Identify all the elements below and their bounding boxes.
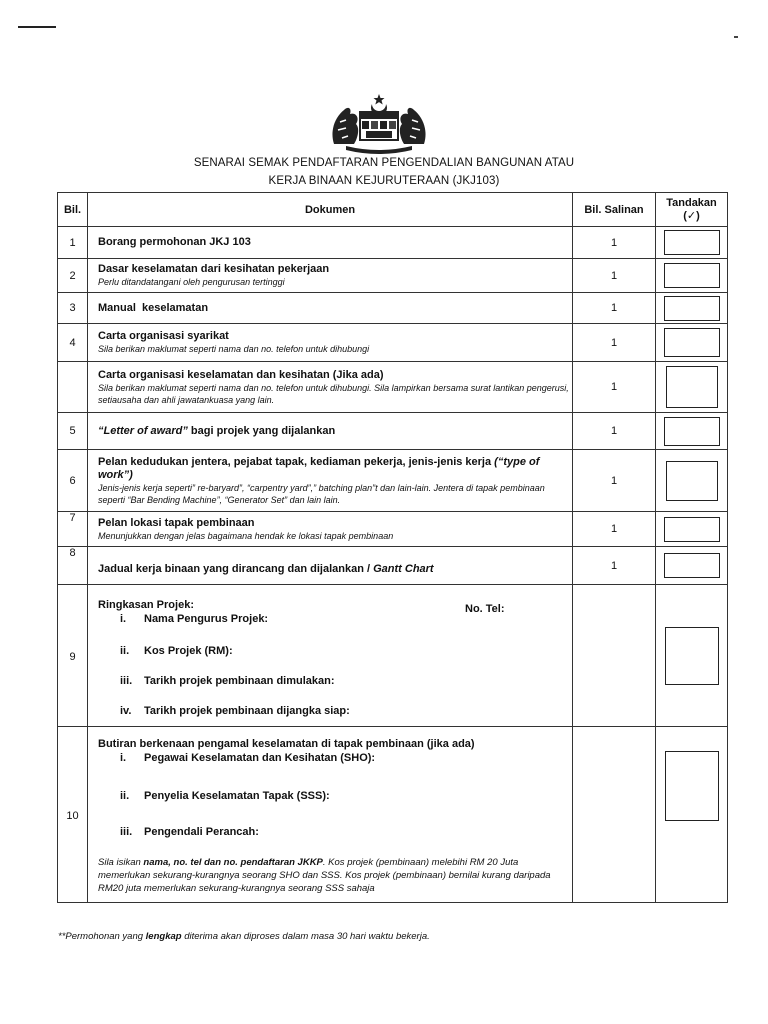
row-salinan: 1 xyxy=(573,450,656,512)
row-salinan: 1 xyxy=(573,259,656,293)
row-dokumen xyxy=(88,585,573,727)
field-label: Penyelia Keselamatan Tapak (SSS): xyxy=(144,790,330,802)
doc-title: Dasar keselamatan dari kesihatan pekerjaan xyxy=(98,263,330,275)
section-title: Ringkasan Projek: xyxy=(98,598,194,611)
checkbox[interactable] xyxy=(664,296,720,321)
item-number: iii. xyxy=(120,674,133,687)
table-header-row xyxy=(58,193,728,227)
row-dokumen xyxy=(88,413,573,450)
form-title-line1: SENARAI SEMAK PENDAFTARAN PENGENDALIAN BANGUNAN ATAU xyxy=(193,157,575,169)
table-row xyxy=(58,324,728,362)
row-salinan: 1 xyxy=(573,547,656,585)
checkbox[interactable] xyxy=(666,366,718,408)
doc-title-emphasis: (“type of work”) xyxy=(98,455,540,481)
row-bil: 2 xyxy=(58,259,88,293)
row-bil: 6 xyxy=(58,450,88,512)
table-row-ringkasan xyxy=(58,585,728,727)
row-salinan: 1 xyxy=(573,324,656,362)
header-bil: Bil. xyxy=(58,193,88,227)
note-bold: nama, no. tel dan no. pendaftaran JKKP xyxy=(143,857,323,868)
field-label: Kos Projek (RM): xyxy=(144,644,233,657)
row-tandakan xyxy=(656,547,728,585)
doc-title: Manual keselamatan xyxy=(98,301,209,314)
doc-note: Menunjukkan dengan jelas bagaimana hendak ke lokasi tapak pembinaan xyxy=(98,530,394,541)
field-tarikh-mula xyxy=(120,675,572,687)
doc-title: Carta organisasi syarikat xyxy=(98,330,229,342)
form-title-line2: KERJA BINAAN KEJURUTERAAN (JKJ103) xyxy=(268,175,500,187)
table-row xyxy=(58,413,728,450)
row-dokumen xyxy=(88,362,573,413)
table-row-pengamal xyxy=(58,727,728,903)
instruction-note xyxy=(98,856,572,895)
doc-title: Borang permohonan JKJ 103 xyxy=(98,236,251,248)
footnote-text: diterima akan diproses dalam masa 30 hari waktu bekerja. xyxy=(181,931,430,942)
row-tandakan xyxy=(656,585,728,727)
checkbox[interactable] xyxy=(664,328,720,357)
note-text: . Kos projek (pembinaan) melebihi RM 20 Juta memerlukan sekurang-kurangnya seorang SHO dan SSS. Kos projek (pembinaan) bernilai kurang daripada RM20 juta memerlukan sekurang-kurangnya seorang SSS sahaja xyxy=(98,857,551,894)
row-dokumen xyxy=(88,512,573,547)
row-tandakan xyxy=(656,512,728,547)
doc-title-rest: Jadual kerja binaan yang dirancang dan dijalankan / xyxy=(98,563,374,575)
doc-title xyxy=(98,456,572,482)
footnote-bold: lengkap xyxy=(145,931,182,942)
row-dokumen xyxy=(88,259,573,293)
doc-title xyxy=(98,563,572,576)
row-dokumen xyxy=(88,547,573,585)
row-tandakan xyxy=(656,727,728,903)
table-row xyxy=(58,362,728,413)
row-tandakan xyxy=(656,227,728,259)
field-perancah xyxy=(120,826,572,838)
row-salinan: 1 xyxy=(573,227,656,259)
row-bil xyxy=(58,362,88,413)
row-tandakan xyxy=(656,450,728,512)
header-dokumen: Dokumen xyxy=(88,193,573,227)
field-kos-projek xyxy=(120,645,572,657)
footnote xyxy=(58,931,430,942)
doc-note: Jenis-jenis kerja seperti” re-baryard”, “carpentry yard”,” batching plan”t dan lain-lain. Jentera di tapak pembinaan seperti “Bar Bending Machine”, “Generator Set” dan lain lain. xyxy=(98,482,545,505)
field-sho xyxy=(120,752,572,764)
row-tandakan xyxy=(656,293,728,324)
checkbox[interactable] xyxy=(664,417,720,446)
checkbox[interactable] xyxy=(664,230,720,255)
doc-title: Pelan lokasi tapak pembinaan xyxy=(98,516,255,529)
table-row xyxy=(58,259,728,293)
doc-title: Carta organisasi keselamatan dan kesihatan (Jika ada) xyxy=(98,368,384,381)
scan-speck xyxy=(734,36,738,38)
row-bil: 3 xyxy=(58,293,88,324)
table-row xyxy=(58,293,728,324)
coat-of-arms-emblem xyxy=(326,92,432,154)
item-number: i. xyxy=(120,612,127,625)
row-bil: 7 xyxy=(58,512,88,547)
row-tandakan xyxy=(656,362,728,413)
table-row xyxy=(58,450,728,512)
row-salinan: 1 xyxy=(573,362,656,413)
checkbox[interactable] xyxy=(665,627,719,685)
row-salinan: 1 xyxy=(573,293,656,324)
scan-mark xyxy=(18,26,56,28)
row-salinan xyxy=(573,585,656,727)
doc-title-rest: bagi projek yang dijalankan xyxy=(187,424,336,437)
field-tarikh-siap xyxy=(120,705,572,717)
checkbox[interactable] xyxy=(664,553,720,578)
doc-title xyxy=(98,425,572,438)
item-number: iii. xyxy=(120,826,133,838)
table-row xyxy=(58,227,728,259)
field-no-tel: No. Tel: xyxy=(465,603,505,615)
row-bil: 9 xyxy=(58,585,88,727)
row-bil: 8 xyxy=(58,547,88,585)
item-number: ii. xyxy=(120,790,130,802)
row-salinan: 1 xyxy=(573,413,656,450)
row-dokumen xyxy=(88,727,573,903)
doc-title-rest: Pelan kedudukan jentera, pejabat tapak, kediaman pekerja, jenis-jenis kerja xyxy=(98,455,495,468)
row-bil: 1 xyxy=(58,227,88,259)
doc-note: Sila berikan maklumat seperti nama dan no. telefon untuk dihubungi. Sila lampirkan bersama surat lantikan pengerusi, setiausaha dan ahli jawatankuasa yang lain. xyxy=(98,382,569,405)
checkbox[interactable] xyxy=(665,751,719,821)
field-label: Nama Pengurus Projek: xyxy=(144,612,269,625)
row-tandakan xyxy=(656,259,728,293)
row-tandakan xyxy=(656,413,728,450)
row-bil: 5 xyxy=(58,413,88,450)
row-dokumen xyxy=(88,293,573,324)
field-label: Tarikh projek pembinaan dijangka siap: xyxy=(144,704,350,717)
checkbox[interactable] xyxy=(664,263,720,288)
field-label: Pengendali Perancah: xyxy=(144,826,259,838)
row-tandakan xyxy=(656,324,728,362)
section-title: Butiran berkenaan pengamal keselamatan di tapak pembinaan (jika ada) xyxy=(98,738,475,750)
doc-title-emphasis: Gantt Chart xyxy=(373,563,434,575)
note-text: Sila isikan xyxy=(98,857,144,868)
header-tandakan-label: Tandakan xyxy=(666,197,717,209)
row-bil: 4 xyxy=(58,324,88,362)
item-number: iv. xyxy=(120,704,132,717)
checkbox[interactable] xyxy=(664,517,720,542)
checkbox[interactable] xyxy=(666,461,718,501)
field-sss xyxy=(120,790,572,802)
doc-title-emphasis: “Letter of award” xyxy=(98,424,188,437)
row-dokumen xyxy=(88,324,573,362)
field-label: Tarikh projek pembinaan dimulakan: xyxy=(144,674,335,687)
checklist-table xyxy=(57,192,728,903)
table-row xyxy=(58,547,728,585)
row-salinan xyxy=(573,727,656,903)
row-dokumen xyxy=(88,227,573,259)
doc-note: Perlu ditandatangani oleh pengurusan tertinggi xyxy=(98,277,285,287)
header-salinan: Bil. Salinan xyxy=(573,193,656,227)
header-tandakan-mark: (✓) xyxy=(683,210,700,222)
header-tandakan xyxy=(656,193,728,227)
footnote-text: **Permohonan yang xyxy=(58,931,146,942)
row-salinan: 1 xyxy=(573,512,656,547)
table-row xyxy=(58,512,728,547)
row-dokumen xyxy=(88,450,573,512)
item-number: i. xyxy=(120,752,127,764)
field-label: Pegawai Keselamatan dan Kesihatan (SHO): xyxy=(144,752,376,764)
row-bil: 10 xyxy=(58,727,88,903)
item-number: ii. xyxy=(120,644,130,657)
doc-note: Sila berikan maklumat seperti nama dan no. telefon untuk dihubungi xyxy=(98,344,370,354)
